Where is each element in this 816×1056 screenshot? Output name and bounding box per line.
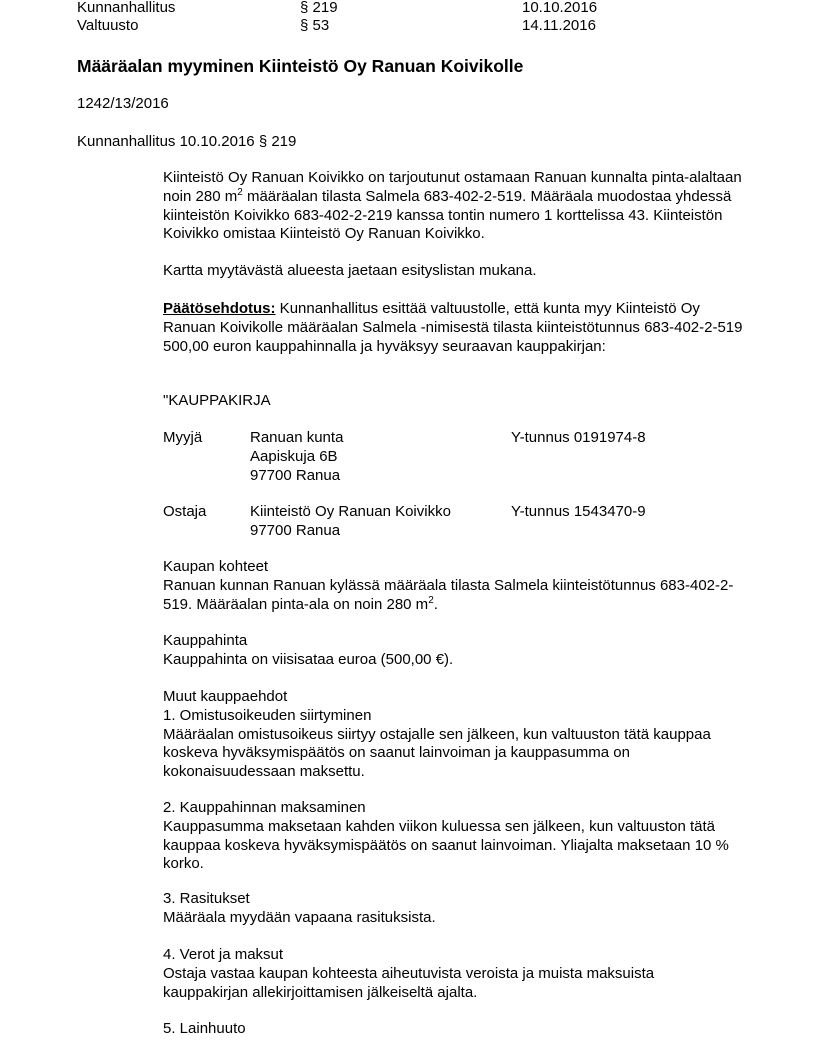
header-row bbox=[77, 0, 777, 17]
proposal-label: Päätösehdotus: bbox=[163, 300, 276, 317]
intro-text-b: määräalan tilasta Salmela 683-402-2-519. Määräala muodostaa yhdessä kiinteistön Koivikko 683-402-2-219 kanssa tontin numero 1 korttelissa 43. Kiinteistön Koivikko omistaa Kiinteistö Oy Ranuan Koivikko. bbox=[163, 187, 732, 243]
intro-paragraph bbox=[163, 169, 743, 244]
buyer-address bbox=[250, 503, 451, 541]
seller-address bbox=[250, 429, 343, 485]
header-date: 14.11.2016 bbox=[522, 17, 596, 34]
meeting-reference: Kunnanhallitus 10.10.2016 § 219 bbox=[77, 133, 297, 150]
record-number: 1242/13/2016 bbox=[77, 95, 169, 112]
objects-heading: Kaupan kohteet bbox=[163, 558, 269, 575]
header-section: § 53 bbox=[300, 17, 330, 34]
objects-text-a: Ranuan kunnan Ranuan kylässä määräala tilasta Salmela kiinteistötunnus 683-402-2-519. Määräalan pinta-ala on noin 280 m bbox=[163, 576, 734, 613]
objects-text-b: . bbox=[433, 595, 438, 613]
proposal-paragraph bbox=[163, 300, 743, 356]
term4-text: Ostaja vastaa kaupan kohteesta aiheutuvista veroista ja muista maksuista kauppakirjan allekirjoittamisen jälkeiseltä ajalta. bbox=[163, 964, 655, 1001]
header-body: Valtuusto bbox=[77, 17, 139, 34]
term1-text: Määräalan omistusoikeus siirtyy ostajalle sen jälkeen, kun valtuuston tätä kauppaa koskeva hyväksymispäätös on saanut lainvoiman ja kauppasumma on kokonaisuudessaan maksettu. bbox=[163, 725, 711, 781]
term4-section bbox=[163, 946, 743, 1002]
seller-postal: 97700 Ranua bbox=[250, 466, 341, 484]
price-section bbox=[163, 632, 743, 670]
buyer-name: Kiinteistö Oy Ranuan Koivikko bbox=[250, 503, 451, 520]
document-title: Määräalan myyminen Kiinteistö Oy Ranuan Koivikolle bbox=[77, 56, 524, 76]
buyer-postal: 97700 Ranua bbox=[250, 521, 341, 539]
buyer-business-id: Y-tunnus 1543470-9 bbox=[511, 503, 646, 520]
price-text: Kauppahinta on viisisataa euroa (500,00 €). bbox=[163, 650, 454, 668]
term3-heading: 3. Rasitukset bbox=[163, 890, 250, 907]
objects-section bbox=[163, 558, 743, 614]
seller-label: Myyjä bbox=[163, 429, 203, 446]
term3-section bbox=[163, 890, 743, 928]
term2-section bbox=[163, 799, 743, 874]
seller-name: Ranuan kunta bbox=[250, 429, 344, 446]
header-date: 10.10.2016 bbox=[522, 0, 598, 16]
header-section: § 219 bbox=[300, 0, 338, 16]
term3-text: Määräala myydään vapaana rasituksista. bbox=[163, 908, 436, 926]
proposal-text: Kunnanhallitus esittää valtuustolle, että kunta myy Kiinteistö Oy Ranuan Koivikolle määräalan Salmela -nimisestä tilasta kiinteistötunnus 683-402-2-519 500,00 euron kauppahinnalla ja hyväksyy seuraavan kauppakirjan: bbox=[163, 300, 743, 355]
seller-business-id: Y-tunnus 0191974-8 bbox=[511, 429, 646, 446]
superscript: 2 bbox=[237, 186, 243, 198]
buyer-label: Ostaja bbox=[163, 503, 207, 520]
price-heading: Kauppahinta bbox=[163, 632, 248, 649]
map-note: Kartta myytävästä alueesta jaetaan esityslistan mukana. bbox=[163, 262, 537, 279]
deed-heading: "KAUPPAKIRJA bbox=[163, 392, 271, 409]
intro-text-a: Kiinteistö Oy Ranuan Koivikko on tarjoutunut ostamaan Ranuan kunnalta pinta-alaltaan noin 280 m bbox=[163, 169, 742, 205]
term2-heading: 2. Kauppahinnan maksaminen bbox=[163, 799, 366, 816]
header-body: Kunnanhallitus bbox=[77, 0, 176, 16]
terms-section bbox=[163, 688, 743, 782]
term2-text: Kauppasumma maksetaan kahden viikon kuluessa sen jälkeen, kun valtuuston tätä kauppaa koskeva hyväksymispäätös on saanut lainvoiman. Yliajalta maksetaan 10 % korko. bbox=[163, 817, 729, 873]
seller-street: Aapiskuja 6B bbox=[250, 447, 338, 465]
header-row bbox=[77, 17, 777, 35]
term4-heading: 4. Verot ja maksut bbox=[163, 946, 284, 963]
term5-heading: 5. Lainhuuto bbox=[163, 1020, 246, 1037]
terms-heading: Muut kauppaehdot bbox=[163, 688, 288, 705]
term1-heading: 1. Omistusoikeuden siirtyminen bbox=[163, 706, 372, 724]
superscript: 2 bbox=[428, 594, 434, 606]
